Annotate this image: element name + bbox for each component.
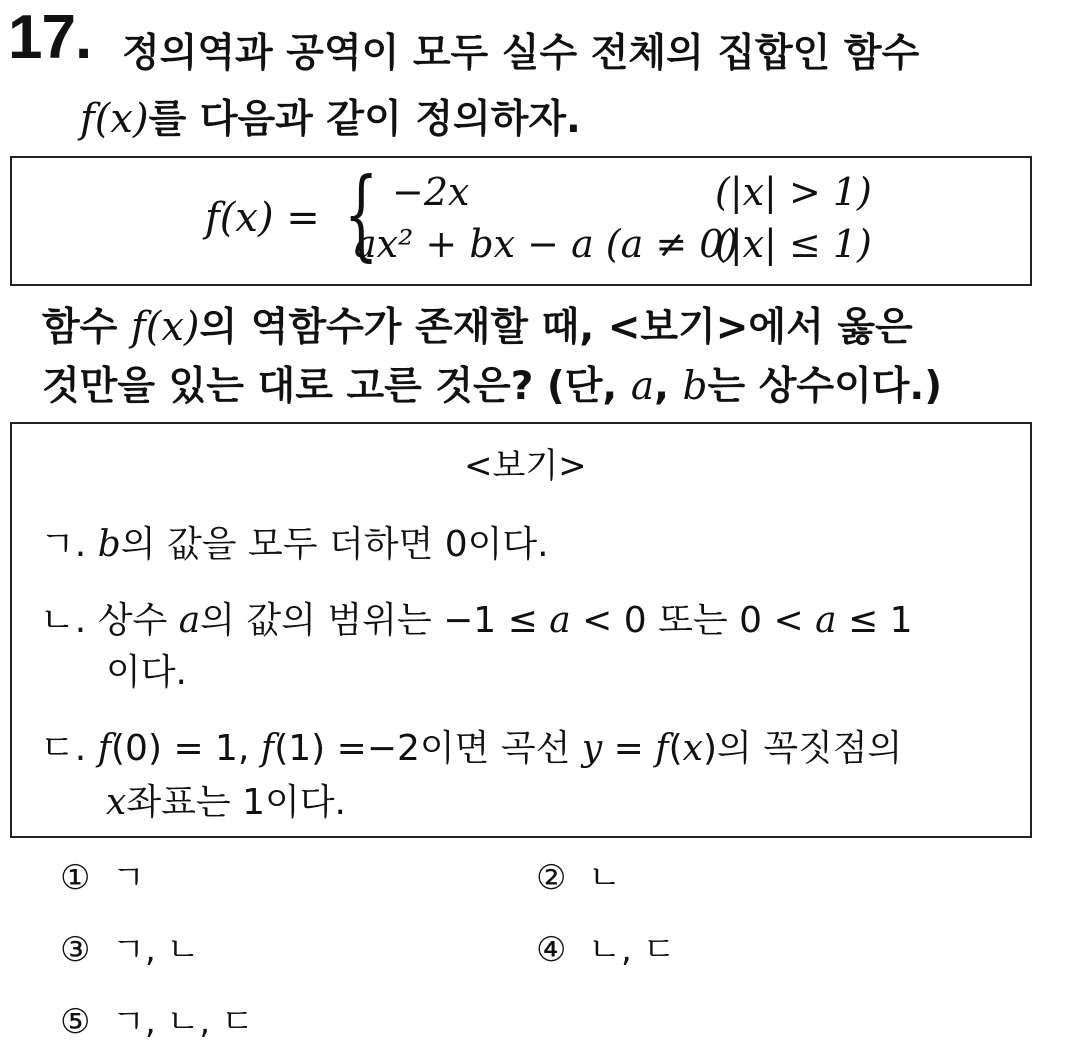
bogi-box bbox=[10, 422, 1032, 838]
variable-a: a bbox=[630, 364, 655, 409]
bogi-title: <보기> bbox=[464, 446, 587, 486]
item-text: ( bbox=[668, 728, 683, 769]
variable-a: a bbox=[549, 600, 571, 641]
bogi-item-2 bbox=[40, 592, 913, 643]
function-symbol: f bbox=[655, 728, 669, 769]
question-text-line2 bbox=[80, 88, 581, 144]
prompt-text-end: 는 상수이다.) bbox=[707, 364, 943, 409]
case2-expression: ax² + bx − a (a ≠ 0) bbox=[354, 222, 739, 266]
function-symbol: f(x) bbox=[80, 96, 149, 142]
variable-x: x bbox=[682, 728, 703, 769]
choice-4[interactable] bbox=[536, 922, 675, 971]
variable-y: y bbox=[581, 728, 603, 769]
case2-condition: (|x| ≤ 1) bbox=[715, 222, 872, 266]
comma: , bbox=[654, 364, 669, 409]
item-text: < 0 또는 0 < bbox=[570, 600, 816, 641]
variable-a: a bbox=[178, 600, 201, 641]
question-number: 17. bbox=[8, 3, 92, 72]
definition-lhs: f(x) = bbox=[205, 195, 320, 241]
choice-text: ㄱ, ㄴ bbox=[112, 930, 200, 970]
item-marker: ㄴ. bbox=[40, 600, 87, 641]
variable-b: b bbox=[97, 524, 121, 565]
variable-b: b bbox=[682, 364, 708, 409]
choice-number: ② bbox=[536, 858, 567, 898]
bogi-item-3 bbox=[40, 720, 902, 771]
variable-x: x bbox=[106, 782, 127, 823]
bogi-item-2-continuation: 이다. bbox=[106, 652, 187, 693]
item-text: 의 값을 모두 더하면 0이다. bbox=[120, 524, 549, 565]
question-text-line1: 정의역과 공역이 모두 실수 전체의 집합인 함수 bbox=[122, 31, 920, 76]
choice-text: ㄱ bbox=[112, 858, 145, 898]
function-symbol: f bbox=[260, 728, 275, 769]
item-text: )의 꼭짓점의 bbox=[702, 728, 903, 769]
bogi-item-3-continuation bbox=[106, 774, 346, 825]
item-text: 의 값의 범위는 −1 ≤ bbox=[200, 600, 550, 641]
item-text: = bbox=[602, 728, 656, 769]
item-marker: ㄱ. bbox=[40, 524, 87, 565]
item-marker: ㄷ. bbox=[40, 728, 87, 769]
left-brace-icon: { bbox=[344, 158, 379, 272]
choice-number: ⑤ bbox=[60, 1002, 91, 1042]
choice-3[interactable] bbox=[60, 922, 199, 971]
definition-box bbox=[10, 156, 1032, 286]
item-text: (0) = 1, bbox=[111, 728, 261, 769]
choice-1[interactable] bbox=[60, 850, 145, 899]
prompt-line2 bbox=[42, 355, 942, 411]
choice-text: ㄱ, ㄴ, ㄷ bbox=[112, 1002, 254, 1042]
case1-expression: −2x bbox=[392, 170, 470, 214]
choice-number: ③ bbox=[60, 930, 91, 970]
choice-text: ㄴ bbox=[588, 858, 621, 898]
choice-number: ① bbox=[60, 858, 91, 898]
function-symbol: f bbox=[97, 728, 112, 769]
choice-number: ④ bbox=[536, 930, 567, 970]
bogi-item-1 bbox=[40, 516, 549, 567]
prompt-rest: 의 역함수가 존재할 때, <보기>에서 옳은 bbox=[199, 305, 913, 350]
variable-a: a bbox=[815, 600, 837, 641]
choice-2[interactable] bbox=[536, 850, 621, 899]
item-text: ≤ 1 bbox=[836, 600, 913, 641]
prompt-line1 bbox=[42, 296, 913, 352]
choice-5[interactable] bbox=[60, 994, 254, 1043]
question-text-line2-rest: 를 다음과 같이 정의하자. bbox=[148, 97, 581, 142]
case1-condition: (|x| > 1) bbox=[715, 170, 872, 214]
item-text: 좌표는 1이다. bbox=[126, 782, 346, 823]
prompt-text: 것만을 있는 대로 고른 것은? (단, bbox=[42, 364, 618, 409]
prompt-word: 함수 bbox=[42, 305, 118, 350]
function-symbol: f(x) bbox=[130, 304, 200, 350]
item-text: 상수 bbox=[97, 600, 179, 641]
choice-text: ㄴ, ㄷ bbox=[588, 930, 676, 970]
item-text: (1) =−2이면 곡선 bbox=[274, 728, 582, 769]
